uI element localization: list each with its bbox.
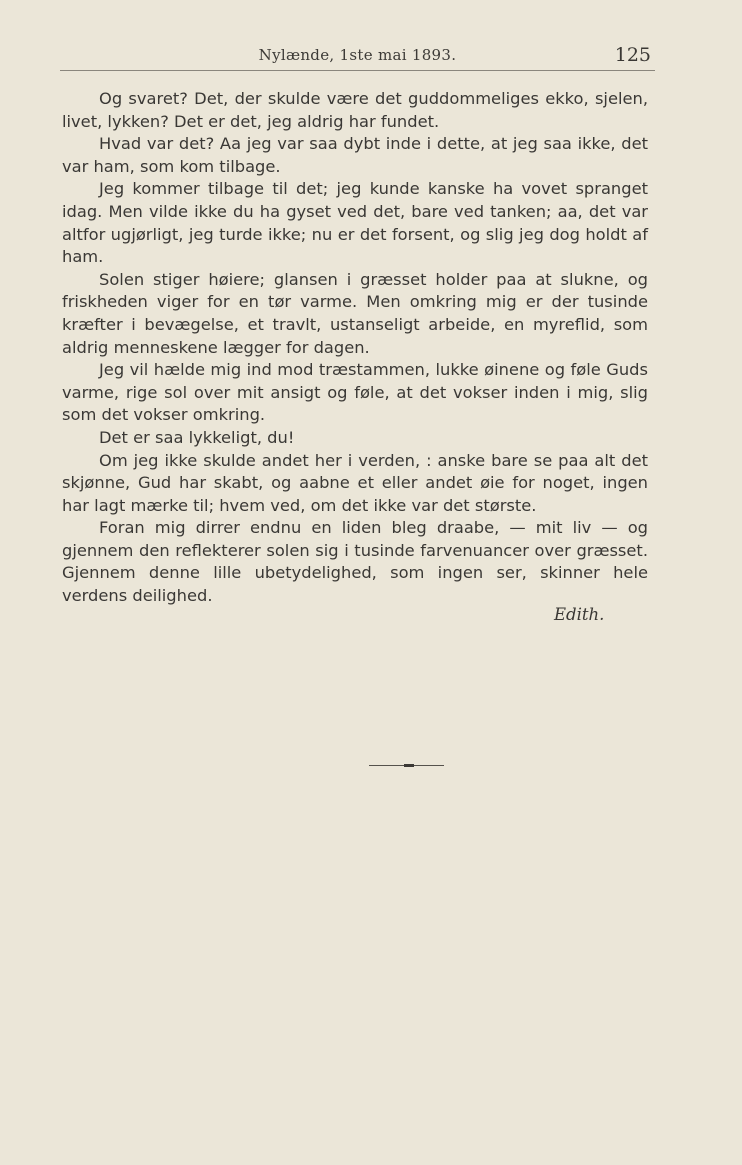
header-rule bbox=[60, 70, 655, 71]
paragraph: Solen stiger høiere; glansen i græsset holder paa at slukne, og friskheden viger for en tør varme. Men omkring mig er der tusinde kræfter i bevægelse, et travlt, ustanseligt arbeide, en myreflid, som aldrig menneskene lægger for dagen. bbox=[62, 269, 648, 357]
section-end-ornament bbox=[404, 764, 414, 767]
paragraph: Foran mig dirrer endnu en liden bleg draabe, — mit liv — og gjennem den reflekterer solen sig i tusinde farvenuancer over græsset. Gjennem denne lille ubetydelighed, som ingen ser, skinner hele verdens deilighed. bbox=[62, 518, 648, 606]
paragraph: Jeg kommer tilbage til det; jeg kunde kanske ha vovet spranget idag. Men vilde ikke du ha gyset ved det, bare ved tanken; aa, det var altfor ugjørligt, jeg turde ikke; nu er det forsent, og slig jeg dog holdt af ham. bbox=[62, 179, 648, 267]
running-title: Nylænde, 1ste mai 1893. bbox=[258, 46, 457, 64]
page-number: 125 bbox=[614, 44, 651, 66]
paragraph: Og svaret? Det, der skulde være det guddommeliges ekko, sjelen, livet, lykken? Det er det, jeg aldrig har fundet. bbox=[62, 89, 648, 131]
paragraph: Hvad var det? Aa jeg var saa dybt inde i dette, at jeg saa ikke, det var ham, som kom tilbage. bbox=[62, 134, 648, 176]
page-header bbox=[60, 44, 655, 70]
article-body bbox=[62, 88, 648, 608]
author-signature: Edith. bbox=[554, 605, 605, 624]
paragraph: Det er saa lykkeligt, du! bbox=[99, 427, 295, 447]
paragraph: Om jeg ikke skulde andet her i verden, : anske bare se paa alt det skjønne, Gud har skabt, og aabne et eller andet øie for noget, ingen har lagt mærke til; hvem ved, om det ikke var det største. bbox=[62, 450, 648, 515]
paragraph: Jeg vil hælde mig ind mod træstammen, lukke øinene og føle Guds varme, rige sol over mit ansigt og føle, at det vokser inden i mig, slig som det vokser omkring. bbox=[62, 360, 648, 425]
